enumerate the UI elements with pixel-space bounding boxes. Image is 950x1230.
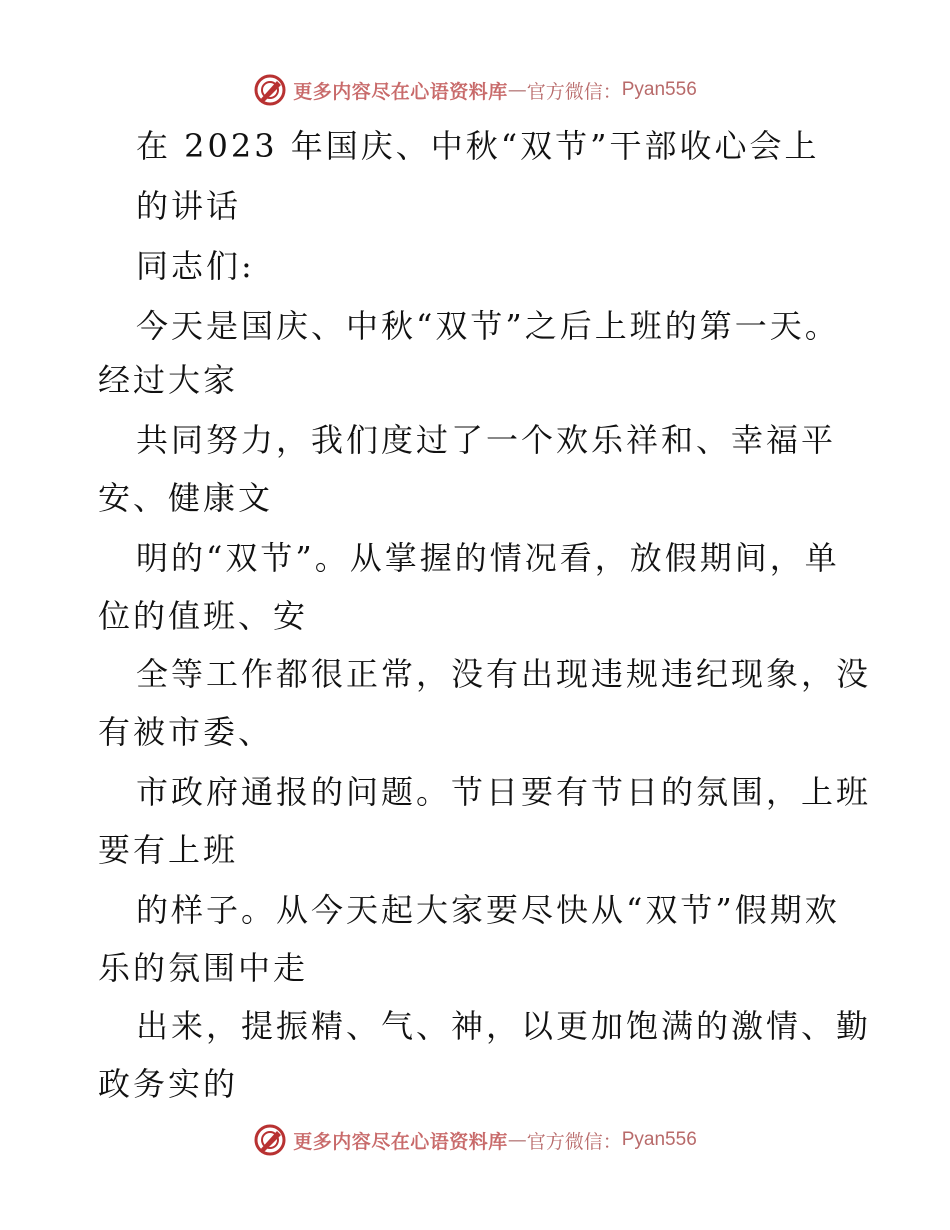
logo-icon bbox=[253, 1123, 287, 1157]
paragraph-line: 乐的氛围中走 bbox=[98, 949, 309, 987]
banner-wechat-id: Pyan556 bbox=[621, 79, 697, 100]
banner-dash: — bbox=[507, 1129, 527, 1151]
banner-dash: — bbox=[507, 79, 527, 101]
paragraph-line: 共同努力，我们度过了一个欢乐祥和、幸福平 bbox=[136, 421, 837, 459]
paragraph-line: 全等工作都很正常，没有出现违规违纪现象，没 bbox=[136, 655, 872, 693]
banner-main-text: 更多内容尽在心语资料库 bbox=[293, 1130, 508, 1153]
paragraph-line: 要有上班 bbox=[98, 831, 239, 869]
paragraph-line: 安、健康文 bbox=[98, 479, 274, 517]
paragraph-line: 位的值班、安 bbox=[98, 597, 309, 635]
salutation: 同志们: bbox=[136, 247, 255, 285]
header-banner bbox=[0, 70, 950, 110]
paragraph-line: 市政府通报的问题。节日要有节日的氛围，上班 bbox=[136, 773, 872, 811]
paragraph-line: 出来，提振精、气、神，以更加饱满的激情、勤 bbox=[136, 1007, 872, 1045]
banner-wechat-label: 官方微信： bbox=[526, 80, 622, 103]
document-title-line-1: 在 2023 年国庆、中秋“双节”干部收心会上 bbox=[136, 127, 820, 165]
paragraph-line: 今天是国庆、中秋“双节”之后上班的第一天。 bbox=[136, 307, 840, 345]
banner-main-text: 更多内容尽在心语资料库 bbox=[293, 80, 508, 103]
paragraph-line: 有被市委、 bbox=[98, 713, 274, 751]
footer-banner bbox=[0, 1120, 950, 1160]
logo-icon bbox=[253, 73, 287, 107]
paragraph-line: 明的“双节”。从掌握的情况看，放假期间，单 bbox=[136, 539, 840, 577]
document-title-line-2: 的讲话 bbox=[136, 187, 242, 225]
banner-wechat-label: 官方微信： bbox=[526, 1130, 622, 1153]
paragraph-line: 的样子。从今天起大家要尽快从“双节”假期欢 bbox=[136, 891, 840, 929]
banner-wechat-id: Pyan556 bbox=[621, 1129, 697, 1150]
paragraph-line: 经过大家 bbox=[98, 361, 239, 399]
paragraph-line: 政务实的 bbox=[98, 1065, 239, 1103]
